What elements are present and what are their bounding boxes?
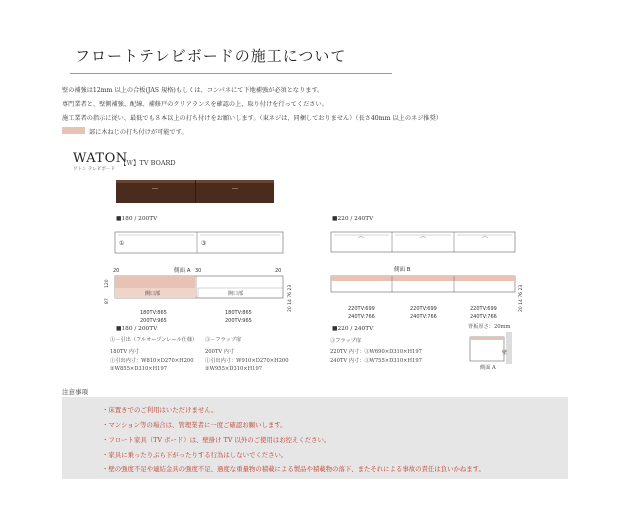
page-title: フロートテレビボードの施工について (75, 47, 347, 65)
right-spec-line-1: ③フラップ扉 (330, 338, 362, 344)
left-height-dims (101, 276, 111, 306)
right-spec-2: 240TV 内寸：③W755×D310×H197 (330, 358, 422, 364)
wall-label: 壁 (502, 350, 508, 356)
left-spec-b-1: ①引出内寸：W910×D270×H200 (205, 358, 289, 364)
opening-1-label: 開口部 (145, 291, 161, 297)
side-a-back-panel (470, 337, 504, 340)
left-spec-a-2: ②W855×D310×H197 (110, 366, 168, 372)
left-nail-zone (115, 276, 195, 288)
height-120: 120 (105, 279, 110, 288)
slot-3-label: ③ (201, 240, 207, 247)
width-2-a: 180TV:865 (225, 310, 252, 316)
brand-kana: ワトン テレビボード (73, 167, 115, 172)
back-thickness-label: 背板厚さ：20mm (468, 324, 511, 330)
left-spec-line-1: ①－引出（フルオープンレール仕様） (110, 337, 198, 343)
left-spec-b-title: 200TV 内寸 (205, 349, 235, 355)
left-spec-line-2: ③－フラップ扉 (205, 337, 242, 343)
left-spec-title: ■180 / 200TV (116, 326, 158, 332)
right-diagram (328, 228, 518, 328)
width-1-a: 180TV:865 (140, 310, 167, 316)
right-size-label: ■220 / 240TV (332, 216, 374, 222)
dim-30: 30 (195, 268, 202, 274)
right-w1-a: 220TV:699 (348, 306, 375, 312)
right-front-arrows (358, 236, 488, 238)
left-right-dims (284, 266, 294, 314)
notes-box (62, 397, 568, 479)
nail-zone-swatch (62, 127, 85, 134)
right-side-label: 側面 B (394, 267, 411, 273)
dim-20-a: 20 (113, 268, 120, 274)
product-photo (116, 180, 274, 203)
side-a-outline (470, 337, 504, 361)
right-w2-a: 220TV:699 (410, 306, 437, 312)
right-nail-zone (331, 276, 515, 281)
opening-2-label: 開口部 (228, 291, 244, 297)
height-87: 87 (105, 298, 110, 304)
left-diagram (110, 228, 290, 328)
intro-line-2: 専門業者と、壁側補強、配線、補修戸のクリアランスを確認の上、取り付けを行ってください。 (62, 101, 328, 108)
left-right-dims-text: 20 14 76 23 (288, 284, 293, 312)
slot-1-label: ① (119, 240, 125, 247)
right-w2-b: 240TV:766 (410, 314, 437, 320)
wall-block (506, 332, 512, 364)
note-2: ・マンション等の場合は、管理業者に一度ご確認お願いします。 (102, 421, 287, 429)
brand-name: WATON (73, 151, 128, 166)
right-spec-title: ■220 / 240TV (332, 326, 374, 332)
right-w3-a: 220TV:699 (470, 306, 497, 312)
notes-title: 注意事項 (62, 388, 88, 396)
swatch-label: 部に木ねじの打ち付けが可能です。 (89, 129, 188, 136)
note-1: ・床置きでのご利用はいただけません。 (102, 406, 218, 414)
side-a-label: 側面 A (480, 365, 496, 371)
right-right-dims (515, 266, 525, 314)
brand-subtitle: 【Ｗ】TV BOARD (120, 159, 176, 167)
right-w1-b: 240TV:766 (348, 314, 375, 320)
side-a-diagram (468, 332, 518, 364)
left-spec-b-2: ②W955×D310×H197 (205, 366, 263, 372)
note-5: ・壁の強度不足や連結金具の強度不足、過度な重量物の積載による製品や積載物の落下、またそれによる事故の責任は負いかねます。 (102, 465, 485, 473)
intro-line-1: 壁の補強は12mm 以上の合板(JAS 規格)もしくは、コンパネにて下地補強が必須となります。 (62, 87, 324, 94)
left-side-label: 側面 A (174, 268, 191, 274)
width-1-b: 200TV:965 (140, 318, 167, 324)
left-size-label: ■180 / 200TV (116, 216, 158, 222)
right-w3-b: 240TV:766 (470, 314, 497, 320)
width-2-b: 200TV:965 (225, 318, 252, 324)
left-spec-a-title: 180TV 内寸 (110, 349, 140, 355)
intro-line-3: 施工業者の指示に従い、最低でも８本以上の打ち付けをお願いします。（東ネジは、同梱しておりません）（長さ40mm 以上のネジ推奨） (62, 115, 442, 122)
left-spec-a-1: ①引出内寸：W810×D270×H200 (110, 358, 194, 364)
right-spec-1: 220TV 内寸：③W690×D310×H197 (330, 349, 422, 355)
note-4: ・家具に乗ったりぶら下がったりする行為はしないでください。 (102, 451, 288, 459)
note-3: ・フロート家具（TV ボード）は、壁掛け TV 以外のご使用はお控えください。 (102, 436, 331, 444)
dim-20-b: 20 (275, 268, 282, 274)
right-right-dims-text: 20 14 76 23 (519, 284, 524, 312)
title-divider (70, 73, 392, 74)
